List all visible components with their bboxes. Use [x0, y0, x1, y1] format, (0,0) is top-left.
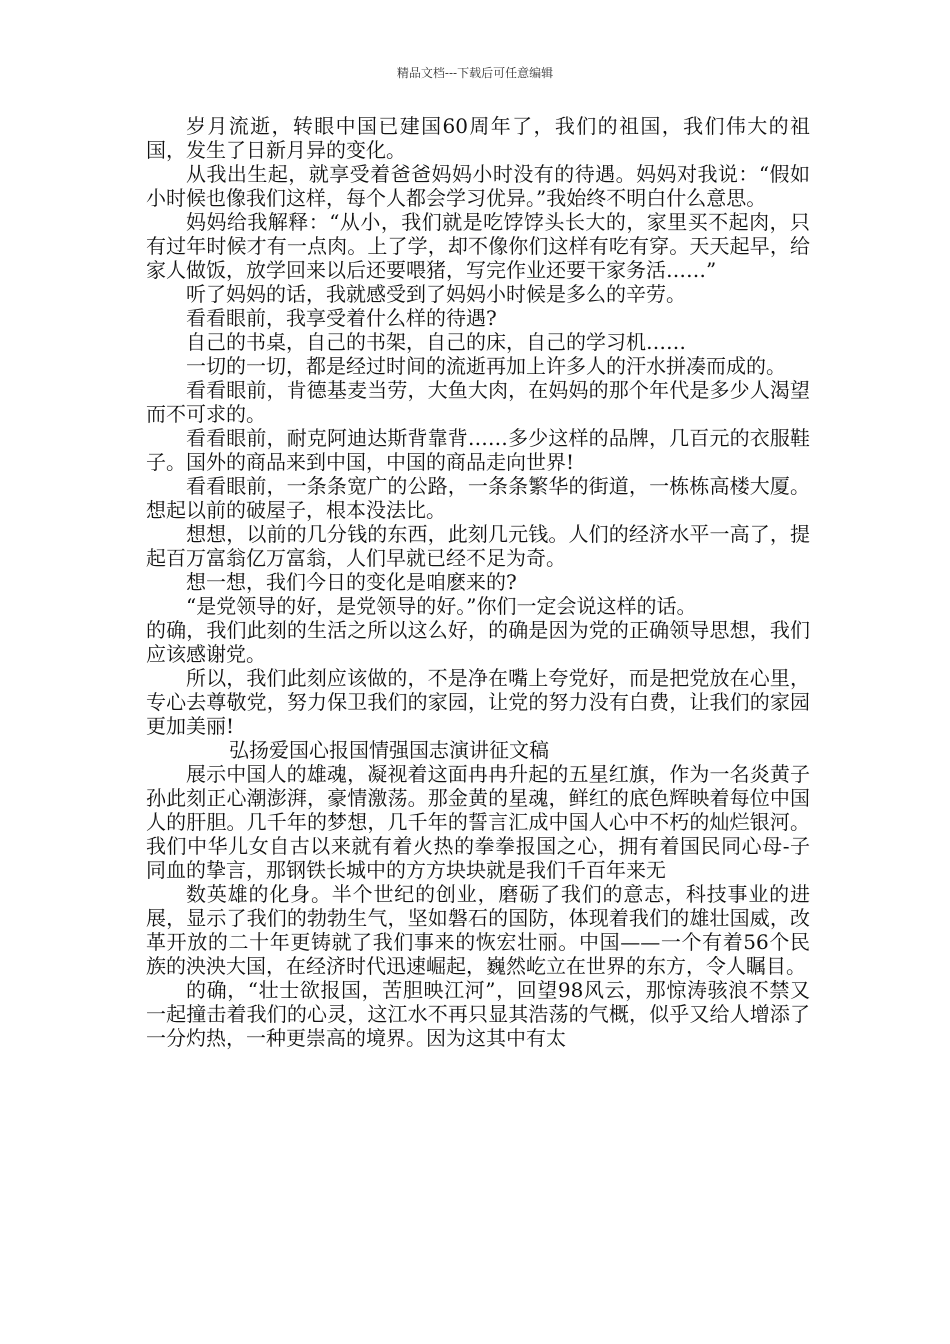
document-body — [146, 114, 810, 1050]
paragraph: 看看眼前，一条条宽广的公路，一条条繁华的街道，一栋栋高楼大厦。想起以前的破屋子，根本没法比。 — [146, 474, 810, 522]
paragraph: 岁月流逝，转眼中国已建国60周年了，我们的祖国，我们伟大的祖国，发生了日新月异的变化。 — [146, 114, 810, 162]
paragraph: 看看眼前，我享受着什么样的待遇? — [186, 306, 497, 330]
paragraph: 妈妈给我解释：“从小，我们就是吃饽饽头长大的，家里买不起肉，只有过年时候才有一点肉。上了学，却不像你们这样有吃有穿。天天起早，给家人做饭，放学回来以后还要喂猪，写完作业还要干家务活……” — [146, 210, 810, 282]
paragraph: 的确，“壮士欲报国，苦胆映江河”，回望98风云，那惊涛骇浪不禁又一起撞击着我们的心灵，这江水不再只显其浩荡的气概，似乎又给人增添了一分灼热，一种更崇高的境界。因为这其中有太 — [146, 978, 810, 1050]
speech-title: 弘扬爱国心报国情强国志演讲征文稿 — [229, 738, 549, 762]
paragraph: 想一想，我们今日的变化是咱麽来的? — [186, 570, 517, 594]
paragraph: 自己的书桌，自己的书架，自己的床，自己的学习机…… — [186, 330, 686, 354]
paragraph: 从我出生起，就享受着爸爸妈妈小时没有的待遇。妈妈对我说：“假如小时候也像我们这样，每个人都会学习优异。”我始终不明白什么意思。 — [146, 162, 810, 210]
paragraph: 听了妈妈的话，我就感受到了妈妈小时候是多么的辛劳。 — [186, 282, 686, 306]
paragraph: 所以，我们此刻应该做的，不是净在嘴上夸党好，而是把党放在心里，专心去尊敬党，努力保卫我们的家园，让党的努力没有白费，让我们的家园更加美丽! — [146, 666, 810, 738]
paragraph: 展示中国人的雄魂，凝视着这面冉冉升起的五星红旗，作为一名炎黄子孙此刻正心潮澎湃，豪情激荡。那金黄的星魂，鲜红的底色辉映着每位中国人的肝胆。几千年的梦想，几千年的誓言汇成中国人心中不朽的灿烂银河。我们中华儿女自古以来就有着火热的拳拳报国之心，拥有着国民同心母-子同血的挚言，那钢铁长城中的方方块块就是我们千百年来无 — [146, 762, 810, 882]
paragraph: 看看眼前，耐克阿迪达斯背靠背……多少这样的品牌，几百元的衣服鞋子。国外的商品来到中国，中国的商品走向世界! — [146, 426, 810, 474]
paragraph: 想想，以前的几分钱的东西，此刻几元钱。人们的经济水平一高了，提起百万富翁亿万富翁，人们早就已经不足为奇。 — [146, 522, 810, 570]
paragraph: 的确，我们此刻的生活之所以这么好，的确是因为党的正确领导思想，我们应该感谢党。 — [146, 618, 810, 666]
paragraph: “是党领导的好，是党领导的好。”你们一定会说这样的话。 — [186, 594, 697, 618]
paragraph: 一切的一切，都是经过时间的流逝再加上许多人的汗水拼凑而成的。 — [186, 354, 786, 378]
page-header: 精品文档---下载后可任意编辑 — [396, 66, 554, 80]
paragraph: 数英雄的化身。半个世纪的创业，磨砺了我们的意志，科技事业的进展，显示了我们的勃勃生气，坚如磐石的国防，体现着我们的雄壮国威，改革开放的二十年更铸就了我们事来的恢宏壮丽。中国——一个有着56个民族的泱泱大国，在经济时代迅速崛起，巍然屹立在世界的东方，令人瞩目。 — [146, 882, 810, 978]
paragraph: 看看眼前，肯德基麦当劳，大鱼大肉，在妈妈的那个年代是多少人渴望而不可求的。 — [146, 378, 810, 426]
